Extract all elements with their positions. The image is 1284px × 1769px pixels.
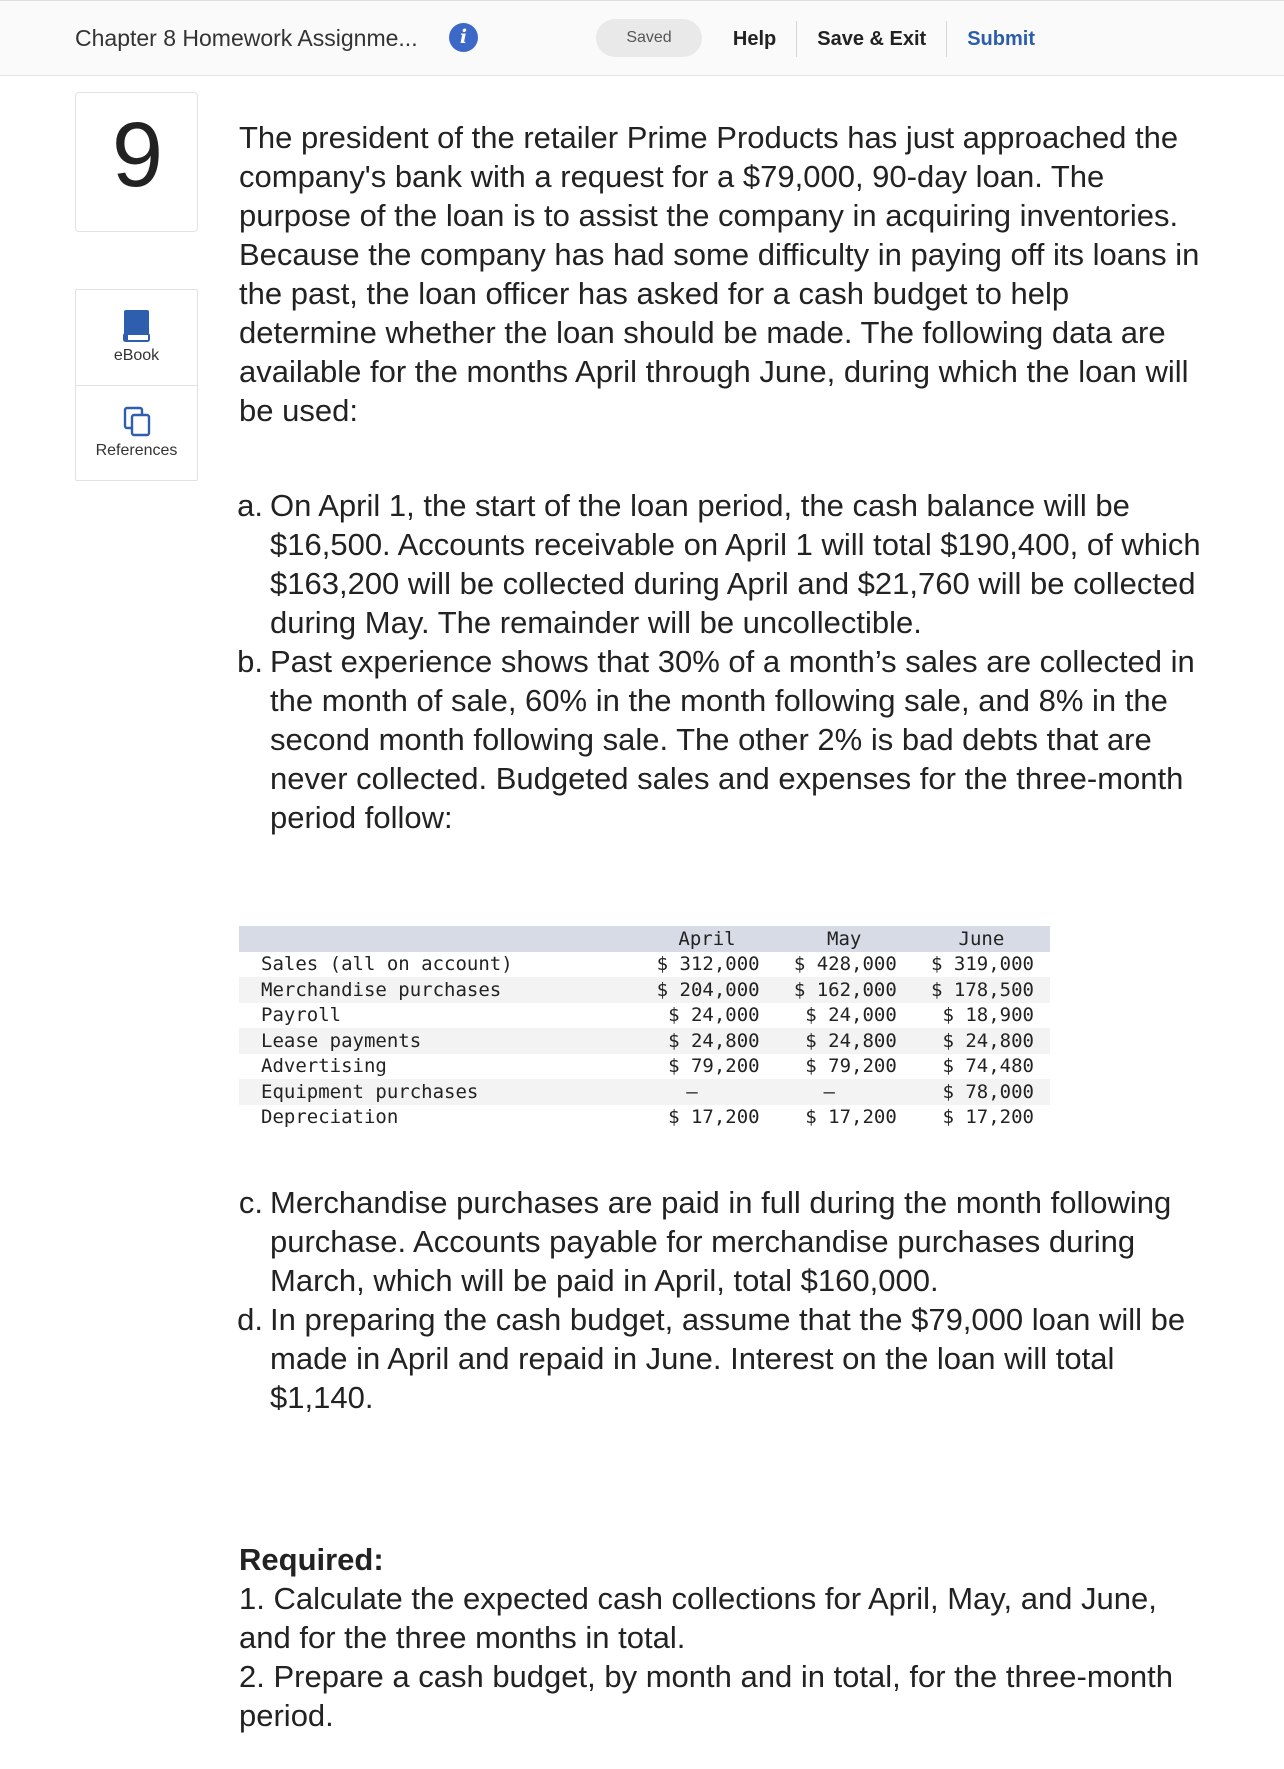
table-cell: – (686, 1080, 698, 1103)
table-cell: $ 24,800 (942, 1029, 1034, 1052)
item-list-ab (239, 486, 1209, 837)
references-button[interactable] (76, 385, 197, 480)
table-cell: Depreciation (261, 1106, 399, 1129)
item-list-cd (239, 1183, 1209, 1417)
table-cell: $ 24,000 (805, 1004, 897, 1027)
list-item-text: Past experience shows that 30% of a month’s sales are collected in the month of sale, 60% in the month following sale, and 8% in the second month following sale. The other 2% is bad debts that are never collected. Budgeted sales and expenses for the three-month period follow: (270, 644, 1195, 835)
info-icon[interactable]: i (449, 23, 478, 52)
table-cell: $ 17,200 (942, 1106, 1034, 1129)
list-item-text: Merchandise purchases are paid in full during the month following purchase. Accounts payable for merchandise purchases during March, which will be paid in April, total $160,000. (270, 1185, 1172, 1298)
question-number-card (75, 92, 198, 232)
table-row (239, 977, 1050, 1003)
required-line: 2. Prepare a cash budget, by month and in total, for the three-month period. (239, 1659, 1174, 1733)
table-cell: $ 319,000 (931, 953, 1034, 976)
table-cell: $ 74,480 (942, 1055, 1034, 1078)
question-body (239, 118, 1209, 430)
help-button[interactable]: Help (713, 21, 797, 57)
table-row (239, 1028, 1050, 1054)
list-item (239, 1183, 1209, 1300)
list-marker: a. (237, 488, 263, 523)
table-cell: $ 18,900 (942, 1004, 1034, 1027)
top-bar (0, 0, 1284, 76)
required-line: 1. Calculate the expected cash collections for April, May, and June, and for the three months in total. (239, 1581, 1157, 1655)
table-header-cell: April (678, 927, 736, 950)
saved-status-badge: Saved (596, 19, 702, 57)
table-cell: $ 178,500 (931, 978, 1034, 1001)
required-title: Required: (239, 1542, 384, 1577)
table-cell: $ 204,000 (656, 978, 760, 1001)
table-cell: $ 162,000 (793, 978, 897, 1001)
table-cell: Lease payments (261, 1029, 422, 1052)
submit-button[interactable]: Submit (967, 28, 1035, 50)
list-item-text: In preparing the cash budget, assume that the $79,000 loan will be made in April and repaid in June. Interest on the loan will total $1,140. (270, 1302, 1186, 1415)
table-row (239, 1079, 1050, 1105)
table-cell: $ 79,200 (805, 1055, 897, 1078)
list-item (239, 486, 1209, 642)
table-row (239, 1054, 1050, 1080)
table-cell: $ 79,200 (668, 1055, 760, 1078)
list-marker: b. (237, 644, 263, 679)
table-cell: $ 312,000 (656, 953, 760, 976)
table-cell: $ 17,200 (805, 1106, 897, 1129)
table-cell: Equipment purchases (261, 1080, 479, 1103)
tools-panel (75, 289, 198, 481)
table-cell: $ 24,000 (668, 1004, 760, 1027)
table-cell: Payroll (261, 1004, 342, 1027)
references-label: References (95, 442, 178, 459)
book-icon (123, 310, 150, 342)
list-marker: c. (238, 1185, 263, 1220)
table-cell: $ 428,000 (793, 953, 897, 976)
assignment-title: Chapter 8 Homework Assignme... (75, 25, 418, 51)
table-row (239, 952, 1050, 978)
budget-table (239, 926, 1050, 1130)
list-item (239, 1300, 1209, 1417)
table-header-cell (239, 926, 638, 952)
save-exit-button[interactable]: Save & Exit (797, 21, 947, 57)
table-cell: – (823, 1080, 835, 1103)
copy-icon (123, 406, 152, 438)
table-cell: Merchandise purchases (261, 978, 502, 1001)
table-header-cell: June (958, 927, 1005, 950)
ebook-button[interactable] (76, 290, 197, 385)
table-cell: Advertising (261, 1055, 387, 1078)
question-intro: The president of the retailer Prime Products has just approached the company's bank with a request for a $79,000, 90-day loan. The purpose of the loan is to assist the company in acquiring inventories. Because the company has had some difficulty in paying off its loans in the past, the loan officer has asked for a cash budget to help determine whether the loan should be made. The following data are available for the months April through June, during which the loan will be used: (239, 120, 1200, 428)
table-cell: $ 78,000 (942, 1080, 1034, 1103)
required-section (239, 1540, 1209, 1735)
table-cell: Sales (all on account) (261, 953, 513, 976)
ebook-label: eBook (113, 347, 160, 364)
list-item-text: On April 1, the start of the loan period, the cash balance will be $16,500. Accounts receivable on April 1 will total $190,400, of which $163,200 will be collected during April and $21,760 will be collected during May. The remainder will be uncollectible. (270, 488, 1201, 640)
table-header-row (239, 926, 1050, 952)
header-links (713, 21, 1284, 57)
table-row (239, 1105, 1050, 1131)
table-header-cell: May (827, 927, 862, 950)
list-marker: d. (237, 1302, 263, 1337)
question-number: 9 (111, 104, 164, 206)
table-cell: $ 24,800 (668, 1029, 760, 1052)
table-cell: $ 17,200 (668, 1106, 760, 1129)
table-row (239, 1003, 1050, 1029)
table-cell: $ 24,800 (805, 1029, 897, 1052)
list-item (239, 642, 1209, 837)
